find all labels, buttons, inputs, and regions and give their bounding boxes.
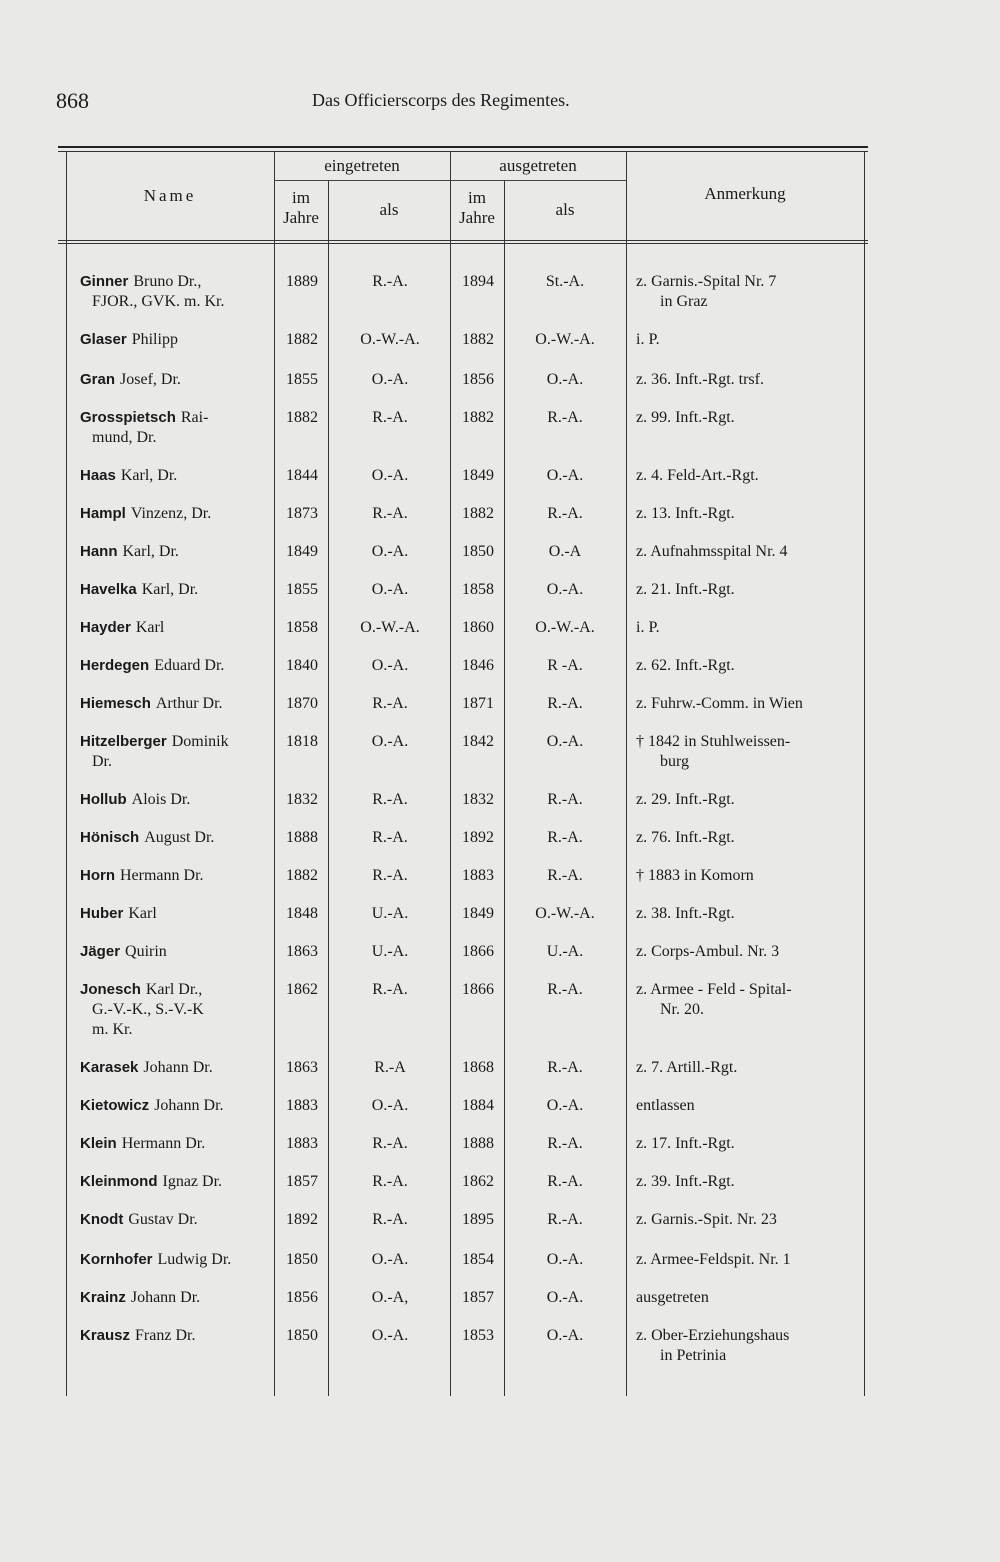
remark-line: z. 76. Inft.-Rgt. <box>636 829 735 846</box>
rank-left: O.-A. <box>546 1327 584 1344</box>
year-joined: 1883 <box>286 1135 318 1152</box>
surname: Kornhofer <box>80 1251 153 1268</box>
year-joined: 1889 <box>286 273 318 290</box>
year-left: 1892 <box>462 829 494 846</box>
surname: Ginner <box>80 273 129 290</box>
rank-left: R.-A. <box>547 1173 583 1190</box>
given-name: Vinzenz, Dr. <box>130 505 212 522</box>
remark <box>636 694 856 714</box>
rank-left: U.-A. <box>546 943 584 960</box>
remark <box>636 904 856 924</box>
remark-line: † 1883 in Komorn <box>636 867 754 884</box>
running-title: Das Officierscorps des Regimentes. <box>312 90 570 110</box>
remark-line: z. Armee - Feld - Spital- <box>636 981 792 998</box>
rank-left: O.-W.-A. <box>535 331 595 348</box>
rank-joined: R.-A. <box>372 1135 408 1152</box>
rank-joined: R.-A. <box>372 505 408 522</box>
officer-name <box>80 866 274 886</box>
year-joined: 1873 <box>286 505 318 522</box>
header-joined: eingetreten <box>324 156 400 175</box>
given-name: Arthur Dr. <box>155 695 223 712</box>
year-joined: 1848 <box>286 905 318 922</box>
year-left: 1895 <box>462 1211 494 1228</box>
year-left: 1856 <box>462 371 494 388</box>
given-name: Karl <box>135 619 165 636</box>
remark <box>636 504 856 524</box>
rank-left: O.-A. <box>546 1251 584 1268</box>
rank-joined: O.-A. <box>371 581 409 598</box>
year-left: 1854 <box>462 1251 494 1268</box>
surname: Hayder <box>80 619 131 636</box>
surname: Hitzelberger <box>80 733 167 750</box>
year-left: 1868 <box>462 1059 494 1076</box>
column-rule-joined <box>450 151 451 1396</box>
given-name: Quirin <box>125 943 167 960</box>
given-name: Dominik <box>171 733 229 750</box>
name-continuation: m. Kr. <box>92 1021 133 1038</box>
column-rule-left <box>66 151 67 1396</box>
rank-joined: O.-W.-A. <box>360 331 420 348</box>
year-joined: 1858 <box>286 619 318 636</box>
rank-joined: O.-A. <box>371 467 409 484</box>
year-joined: 1818 <box>286 733 318 750</box>
remark-line: z. Garnis.-Spital Nr. 7 <box>636 273 777 290</box>
officer-name <box>80 542 274 562</box>
given-name: Johann Dr. <box>143 1059 213 1076</box>
officer-name <box>80 732 274 772</box>
surname: Hiemesch <box>80 695 151 712</box>
remark-line: z. 29. Inft.-Rgt. <box>636 791 735 808</box>
year-left: 1858 <box>462 581 494 598</box>
given-name: Karl, Dr. <box>120 467 178 484</box>
year-joined: 1840 <box>286 657 318 674</box>
year-joined: 1850 <box>286 1327 318 1344</box>
remark <box>636 828 856 848</box>
remark-line: z. Fuhrw.-Comm. in Wien <box>636 695 803 712</box>
officer-name <box>80 1210 274 1230</box>
year-left: 1882 <box>462 331 494 348</box>
officer-name <box>80 1172 274 1192</box>
remark <box>636 1288 856 1308</box>
given-name: Karl, Dr. <box>122 543 179 560</box>
year-left: 1871 <box>462 695 494 712</box>
rank-joined: R.-A <box>374 1059 406 1076</box>
year-joined: 1882 <box>286 331 318 348</box>
remark-line: entlassen <box>636 1097 695 1114</box>
name-continuation: mund, Dr. <box>92 429 157 446</box>
officer-name <box>80 790 274 810</box>
year-left: 1882 <box>462 505 494 522</box>
officer-name <box>80 1096 274 1116</box>
surname: Huber <box>80 905 124 922</box>
officer-table <box>58 146 868 1396</box>
surname: Krausz <box>80 1327 131 1344</box>
remark <box>636 408 856 428</box>
given-name: Karl, Dr. <box>141 581 199 598</box>
rank-left: R -A. <box>547 657 583 674</box>
rank-joined: R.-A. <box>372 791 408 808</box>
remark <box>636 980 856 1020</box>
officer-name <box>80 656 274 676</box>
year-left: 1866 <box>462 943 494 960</box>
header-as-joined: als <box>379 200 399 219</box>
year-joined: 1857 <box>286 1173 318 1190</box>
surname: Kleinmond <box>80 1173 158 1190</box>
surname: Glaser <box>80 331 127 348</box>
year-joined: 1882 <box>286 867 318 884</box>
officer-name <box>80 1326 274 1346</box>
surname: Kietowicz <box>80 1097 150 1114</box>
rank-left: R.-A. <box>547 695 583 712</box>
rank-left: R.-A. <box>547 829 583 846</box>
remark-line: z. 4. Feld-Art.-Rgt. <box>636 467 759 484</box>
rank-left: O.-A <box>548 543 582 560</box>
remark-line: i. P. <box>636 331 660 348</box>
rank-joined: R.-A. <box>372 1173 408 1190</box>
year-left: 1832 <box>462 791 494 808</box>
year-left: 1850 <box>462 543 494 560</box>
rank-left: R.-A. <box>547 1211 583 1228</box>
given-name: August Dr. <box>144 829 215 846</box>
header-name: Name <box>143 186 197 205</box>
rank-left: O.-A. <box>546 371 584 388</box>
remark-line: i. P. <box>636 619 660 636</box>
officer-name <box>80 466 274 486</box>
officer-name <box>80 904 274 924</box>
officer-name <box>80 1250 274 1270</box>
column-rule-right <box>864 151 865 1396</box>
surname: Krainz <box>80 1289 126 1306</box>
name-continuation: Dr. <box>92 753 112 770</box>
rank-left: O.-A. <box>546 581 584 598</box>
remark <box>636 1326 856 1366</box>
officer-name <box>80 618 274 638</box>
rank-joined: O.-A. <box>371 1327 409 1344</box>
year-left: 1846 <box>462 657 494 674</box>
surname: Havelka <box>80 581 137 598</box>
year-joined: 1892 <box>286 1211 318 1228</box>
surname: Jäger <box>80 943 121 960</box>
column-rule-year1 <box>328 180 329 1396</box>
officer-name <box>80 1288 274 1308</box>
surname: Hönisch <box>80 829 140 846</box>
column-rule-left-group <box>626 151 627 1396</box>
given-name: Gustav Dr. <box>128 1211 198 1228</box>
given-name: Ignaz Dr. <box>162 1173 223 1190</box>
surname: Grosspietsch <box>80 409 176 426</box>
remark <box>636 618 856 638</box>
surname: Haas <box>80 467 116 484</box>
rank-joined: R.-A. <box>372 409 408 426</box>
rank-left: O.-W.-A. <box>535 619 595 636</box>
remark-line: z. 38. Inft.-Rgt. <box>636 905 735 922</box>
year-joined: 1855 <box>286 371 318 388</box>
rank-left: R.-A. <box>547 1059 583 1076</box>
year-left: 1860 <box>462 619 494 636</box>
remark <box>636 542 856 562</box>
year-joined: 1862 <box>286 981 318 998</box>
remark-line: z. 13. Inft.-Rgt. <box>636 505 735 522</box>
year-joined: 1863 <box>286 1059 318 1076</box>
surname: Hollub <box>80 791 127 808</box>
remark-line: z. Corps-Ambul. Nr. 3 <box>636 943 780 960</box>
officer-name <box>80 1134 274 1154</box>
given-name: Alois Dr. <box>131 791 191 808</box>
remark <box>636 370 856 390</box>
rank-left: O.-A. <box>546 1289 584 1306</box>
page-number: 868 <box>56 88 89 113</box>
surname: Hampl <box>80 505 126 522</box>
header-year-joined: im Jahre <box>283 188 319 227</box>
year-joined: 1883 <box>286 1097 318 1114</box>
remark-line: in Graz <box>660 293 708 310</box>
remark-line: z. Aufnahmsspital Nr. 4 <box>636 543 788 560</box>
year-left: 1894 <box>462 273 494 290</box>
remark <box>636 1058 856 1078</box>
rank-joined: O.-A. <box>371 733 409 750</box>
surname: Gran <box>80 371 116 388</box>
year-left: 1888 <box>462 1135 494 1152</box>
rank-joined: R.-A. <box>372 829 408 846</box>
year-left: 1857 <box>462 1289 494 1306</box>
year-joined: 1882 <box>286 409 318 426</box>
rank-joined: O.-A. <box>371 371 409 388</box>
remark-line: ausgetreten <box>636 1289 709 1306</box>
remark <box>636 466 856 486</box>
officer-name <box>80 1058 274 1078</box>
year-joined: 1844 <box>286 467 318 484</box>
year-left: 1849 <box>462 467 494 484</box>
header-bottom-rule-2 <box>58 243 868 244</box>
given-name: Ludwig Dr. <box>157 1251 232 1268</box>
rank-joined: O.-A, <box>371 1289 409 1306</box>
table-top-rule <box>58 146 868 148</box>
remark-line: z. 62. Inft.-Rgt. <box>636 657 735 674</box>
surname: Knodt <box>80 1211 124 1228</box>
remark-line: † 1842 in Stuhlweissen- <box>636 733 791 750</box>
remark-line: z. 36. Inft.-Rgt. trsf. <box>636 371 764 388</box>
remark <box>636 732 856 772</box>
given-name: Rai- <box>180 409 209 426</box>
given-name: Philipp <box>131 331 178 348</box>
rank-joined: O.-A. <box>371 1251 409 1268</box>
year-joined: 1870 <box>286 695 318 712</box>
year-joined: 1850 <box>286 1251 318 1268</box>
given-name: Johann Dr. <box>154 1097 224 1114</box>
remark <box>636 942 856 962</box>
remark <box>636 790 856 810</box>
officer-name <box>80 980 274 1040</box>
header-year-left: im Jahre <box>459 188 495 227</box>
remark-line: z. 7. Artill.-Rgt. <box>636 1059 738 1076</box>
header-remark: Anmerkung <box>704 184 786 203</box>
remark <box>636 1172 856 1192</box>
column-rule-name <box>274 151 275 1396</box>
year-left: 1884 <box>462 1097 494 1114</box>
remark <box>636 1096 856 1116</box>
given-name: Franz Dr. <box>135 1327 196 1344</box>
remark-line: burg <box>660 753 690 770</box>
rank-joined: R.-A. <box>372 1211 408 1228</box>
officer-name <box>80 942 274 962</box>
surname: Horn <box>80 867 115 884</box>
rank-joined: O.-A. <box>371 543 409 560</box>
given-name: Hermann Dr. <box>120 867 204 884</box>
rank-joined: R.-A. <box>372 867 408 884</box>
remark <box>636 1250 856 1270</box>
officer-name <box>80 828 274 848</box>
remark <box>636 1134 856 1154</box>
header-as-left: als <box>555 200 575 219</box>
year-joined: 1855 <box>286 581 318 598</box>
year-left: 1853 <box>462 1327 494 1344</box>
year-left: 1866 <box>462 981 494 998</box>
remark-line: z. Ober-Erziehungshaus <box>636 1327 790 1344</box>
surname: Hann <box>80 543 118 560</box>
rank-joined: R.-A. <box>372 695 408 712</box>
year-joined: 1856 <box>286 1289 318 1306</box>
rank-joined: U.-A. <box>371 905 409 922</box>
remark <box>636 272 856 312</box>
remark-line: z. Garnis.-Spit. Nr. 23 <box>636 1211 777 1228</box>
year-joined: 1832 <box>286 791 318 808</box>
rank-left: R.-A. <box>547 1135 583 1152</box>
officer-name <box>80 694 274 714</box>
joined-group-rule <box>274 180 450 181</box>
given-name: Bruno Dr., <box>133 273 202 290</box>
remark-line: z. 17. Inft.-Rgt. <box>636 1135 735 1152</box>
surname: Karasek <box>80 1059 139 1076</box>
rank-left: O.-A. <box>546 1097 584 1114</box>
rank-joined: O.-W.-A. <box>360 619 420 636</box>
rank-left: R.-A. <box>547 867 583 884</box>
rank-joined: O.-A. <box>371 1097 409 1114</box>
officer-name <box>80 330 274 350</box>
remark-line: z. Armee-Feldspit. Nr. 1 <box>636 1251 791 1268</box>
surname: Jonesch <box>80 981 141 998</box>
rank-left: R.-A. <box>547 981 583 998</box>
officer-name <box>80 408 274 448</box>
given-name: Josef, Dr. <box>120 371 181 388</box>
remark <box>636 580 856 600</box>
rank-left: St.-A. <box>545 273 585 290</box>
rank-joined: R.-A. <box>372 273 408 290</box>
officer-name <box>80 370 274 390</box>
rank-left: R.-A. <box>547 409 583 426</box>
name-continuation: G.-V.-K., S.-V.-K <box>92 1001 204 1018</box>
given-name: Karl <box>128 905 157 922</box>
officer-name <box>80 272 274 312</box>
given-name: Hermann Dr. <box>121 1135 206 1152</box>
column-rule-year2 <box>504 180 505 1396</box>
name-continuation: FJOR., GVK. m. Kr. <box>92 293 225 310</box>
rank-joined: U.-A. <box>371 943 409 960</box>
remark <box>636 330 856 350</box>
surname: Herdegen <box>80 657 150 674</box>
remark-line: in Petrinia <box>660 1347 727 1364</box>
header-left: ausgetreten <box>499 156 577 175</box>
year-joined: 1888 <box>286 829 318 846</box>
rank-left: O.-A. <box>546 467 584 484</box>
surname: Klein <box>80 1135 117 1152</box>
officer-name <box>80 504 274 524</box>
remark <box>636 866 856 886</box>
officer-name <box>80 580 274 600</box>
rank-joined: R.-A. <box>372 981 408 998</box>
year-left: 1882 <box>462 409 494 426</box>
year-left: 1842 <box>462 733 494 750</box>
remark <box>636 1210 856 1230</box>
rank-left: O.-A. <box>546 733 584 750</box>
remark-line: z. 21. Inft.-Rgt. <box>636 581 735 598</box>
year-joined: 1849 <box>286 543 318 560</box>
year-left: 1883 <box>462 867 494 884</box>
given-name: Karl Dr., <box>145 981 203 998</box>
rank-left: R.-A. <box>547 791 583 808</box>
remark-line: Nr. 20. <box>660 1001 704 1018</box>
year-joined: 1863 <box>286 943 318 960</box>
year-left: 1862 <box>462 1173 494 1190</box>
rank-left: O.-W.-A. <box>535 905 595 922</box>
given-name: Johann Dr. <box>130 1289 201 1306</box>
remark-line: z. 39. Inft.-Rgt. <box>636 1173 735 1190</box>
left-group-rule <box>450 180 626 181</box>
year-left: 1849 <box>462 905 494 922</box>
remark <box>636 656 856 676</box>
rank-left: R.-A. <box>547 505 583 522</box>
given-name: Eduard Dr. <box>154 657 225 674</box>
header-bottom-rule <box>58 240 868 241</box>
rank-joined: O.-A. <box>371 657 409 674</box>
remark-line: z. 99. Inft.-Rgt. <box>636 409 735 426</box>
table-top-rule-thin <box>58 151 868 152</box>
